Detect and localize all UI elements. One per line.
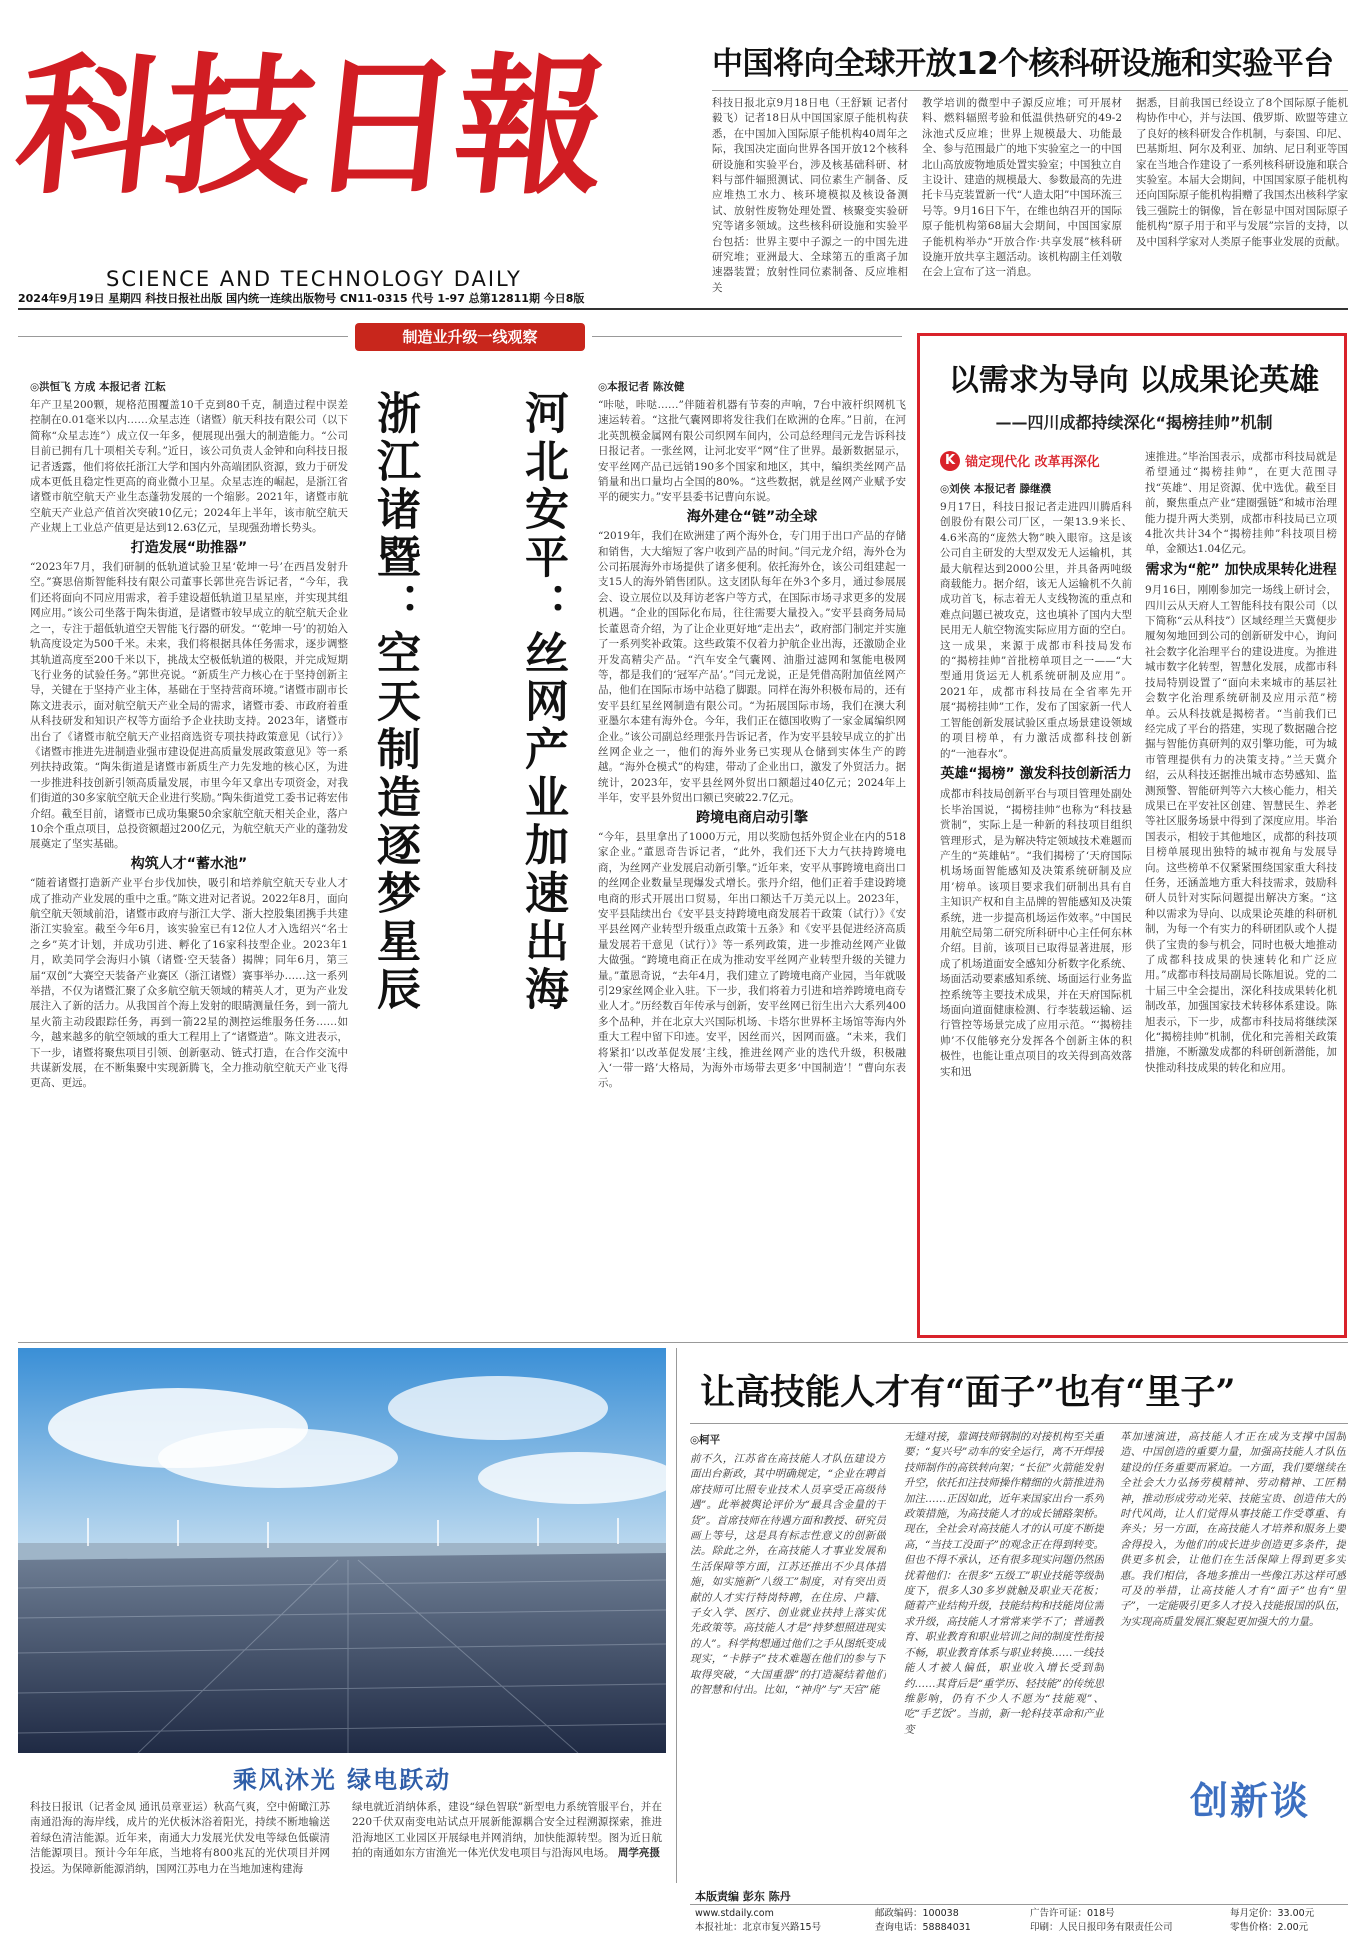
- footer-postcode: 邮政编码：100038: [875, 1908, 959, 1919]
- chengdu-c2p1: 速推进。”毕治国表示，成都市科技局就是希望通过“揭榜挂帅”，在更大范围寻找“英雄”、用足资源、优中选优。截至目前，聚焦重点产业“建圈强链”和城市治理能力提升两大类别，成都市科技局已立项4批次共计34个“揭榜挂帅”科技项目榜单，金额达1.04亿元。: [1145, 451, 1337, 556]
- hebei-byline: ◎本报记者 陈汝健: [598, 381, 685, 393]
- chengdu-c2sub: 需求为“舵” 加快成果转化进程: [1145, 561, 1337, 578]
- hebei-sub2: 跨境电商启动引擎: [696, 809, 808, 826]
- chengdu-col1: [940, 500, 1132, 1325]
- footer-website[interactable]: www.stdaily.com: [695, 1908, 774, 1919]
- editor-line: 本版责编 彭东 陈丹: [695, 1890, 791, 1903]
- issue-info: 2024年9月19日 星期四 科技日报社出版 国内统一连续出版物号 CN11-0315 代号 1-97 总第12811期 今日8版: [18, 292, 585, 305]
- footer-monthly-price: 每月定价：33.00元: [1230, 1908, 1315, 1919]
- footer-phone: 查询电话：58884031: [875, 1922, 971, 1933]
- photo-caption-col2: [352, 1800, 662, 1912]
- photo-caption-col1: 科技日报讯（记者金凤 通讯员章亚运）秋高气爽，空中俯瞰江苏南通沿海的海岸线，成片的光伏板沐浴着阳光，持续不断地输送着绿色清洁能源。近年来，南通大力发展光伏发电等绿色低碳清洁能源项目。预计今年年底，当地将有800兆瓦的光伏项目并网投运。为保障新能源消纳，国网江苏电力在当地加速构建海: [30, 1801, 330, 1875]
- footer: [690, 1907, 1348, 1937]
- zhejiang-p1: 年产卫星200颗，规格范围覆盖10千克到80千克，制造过程中误差控制在0.01毫米以内……众星志连（诸暨）航天科技有限公司（以下简称“众星志连”）成立仅一年多，便展现出强大的制造能力。“公司目前已拥有几十项相关专利。”近日，该公司负责人金钟和向科技日报记者透露，他们将依托浙江大学和国内外高端团队资源，致力于研发成本更低且稳定性更高的商业微小卫星。众星志连的崛起，是浙江省诸暨市航空航天产业生态蓬勃发展的一个缩影。2021年，诸暨市航空航天产业总产值首次突破10亿元；2024年上半年，该市航空航天产业规上工业总产值更是达到12.63亿元，呈现强劲增长势头。: [30, 399, 348, 535]
- hebei-body: [598, 398, 906, 1323]
- zhejiang-headline[interactable]: 浙江诸暨：空天制造逐梦星辰: [369, 390, 420, 1014]
- chengdu-c1p1: 9月17日，科技日报记者走进四川腾盾科创股份有限公司厂区，一架13.9米长、4.6米高的“庞然大物”映入眼帘。这是该公司自主研发的大型双发无人运输机，其最大航程达到2000公里，并具备两吨级商载能力。据介绍，该无人运输机不久前成功首飞，标志着无人支线物流的重点和难点问题已被攻克，这也填补了国内大型民用无人航空物流实际应用方面的空白。这一成果，来源于成都市科技局发布的“揭榜挂帅”首批榜单项目之一——“大型通用货运无人机系统研制及应用”。2021年，成都市科技局在全省率先开展“揭榜挂帅”工作，发布了国家新一代人工智能创新发展试验区重点场景建设领域的项目榜单，有力激活成都科技创新的“一池春水”。: [940, 501, 1132, 760]
- zhejiang-sub1: 打造发展“助推器”: [130, 539, 248, 556]
- footer-address: 本报社址：北京市复兴路15号: [695, 1922, 822, 1933]
- commentary-headline[interactable]: 让高技能人才有“面子”也有“里子”: [700, 1372, 1236, 1413]
- zhejiang-p2: “2023年7月，我们研制的低轨道试验卫星‘乾坤一号’在西昌发射升空。”赛思倍斯智能科技有限公司董事长郭世亮告诉记者，“今年，我们还将面向不同应用需求，着手建设超低轨道卫星星座，并实现其组网应用。”该公司坐落于陶朱街道，是诸暨市较早成立的航空航天企业之一，专注于超低轨道空天智能飞行器的研发。“‘乾坤一号’的初始入轨高度设定为500千米。未来，我们将根据具体任务需求，逐步调整其轨道高度至200千米以下，挑战太空极低轨道的极限，并完成短期飞行业务的试验任务。”郭世亮说。“新质生产力核心在于坚持创新主导，关键在于坚持产业主体，基础在于坚持营商环境。”诸暨市副市长陈文进表示，面对航空航天产业全局的需求，诸暨市委、市政府着重从科技研发和知识产权等方面给予企业扶助支持。2023年，诸暨市出台了《诸暨市航空航天产业招商选资专项扶持政策意见（试行）》《诸暨市推进先进制造业强市建设促进高质量发展政策意见》等一系列扶持政策。“陶朱街道是诸暨市新质生产力先发地的核心区，为进一步推进科技创新引领高质量发展，市里今年又拿出专项资金，对我们街道的30多家航空航天企业进行奖励。”陶朱街道党工委书记蒋宏伟介绍。截至目前，诸暨市已成功集聚50余家航空航天相关企业，落户10余个重点项目，总投资额超过200亿元，为航空航天产业的蓬勃发展奠定了坚实基础。: [30, 561, 348, 851]
- footer-printer: 印刷：人民日报印务有限责任公司: [1030, 1922, 1173, 1933]
- hebei-headline[interactable]: 河北安平：丝网产业加速出海: [517, 390, 568, 1014]
- chengdu-headline[interactable]: 以需求为导向 以成果论英雄: [948, 363, 1320, 398]
- zhejiang-p3: “随着诸暨打造新产业平台步伐加快，吸引和培养航空航天专业人才成了推动产业发展的重中之重。”陈文进对记者说。2022年8月，面向航空航天领域前沿，诸暨市政府与浙江大学、浙大控股集团携手共建浙江实验室。截至今年6月，该实验室已有12位人才入选绍兴“名士之乡”英才计划，并成功引进、孵化了16家科技型企业。2023年1月，欧美同学会海归小镇（诸暨·空天装备）揭牌；同年6月，第三届“双创”大赛空天装备产业赛区（浙江诸暨）赛事举办……这一系列举措，不仅为诸暨汇聚了众多航空航天领域的精英人才，更为产业发展注入了新的活力。从我国首个海上发射的眼睛测量任务，到一箭九星火箭主动段跟踪任务，再到一箭22星的测控运维服务任务……如今，越来越多的航空领域的重大工程用上了“诸暨造”。陈文进表示，下一步，诸暨将聚焦项目引领、创新驱动、链式打造，在合作交流中共谋新发展，在不断集聚中实现新腾飞，全力推动航空航天产业飞得更高、更远。: [30, 877, 348, 1090]
- chengdu-subheadline: ——四川成都持续深化“揭榜挂帅”机制: [995, 413, 1273, 432]
- hebei-p2: “2019年，我们在欧洲建了两个海外仓，专门用于出口产品的存储和销售，大大缩短了客户收到产品的时间。”闫元龙介绍，海外仓为公司拓展海外市场提供了诸多便利。依托海外仓，该公司组建起一支15人的海外销售团队。这支团队每年在外3个多月，通过参展展会、设立展位以及拜访老客户等方式，在国际市场寻求更多的发展机遇。“企业的国际化布局，往往需要大量投入。”安平县商务局局长董恩奇介绍，为了让企业更好地“走出去”，政府部门制定并实施了一系列奖补政策。这些政策不仅着力护航企业出海，还激励企业开发高精尖产品。“汽车安全气囊网、油脂过滤网和氢能电极网等，都是我们的‘冠军产品’。”闫元龙说，正是凭借高附加值丝网产品，他们在国际市场中站稳了脚跟。同样在海外积极布局的，还有安平县红星丝网制造有限公司。“为拓展国际市场，我们在澳大利亚墨尔本建有海外仓。今年，我们正在德国收购了一家金属编织网企业。”该公司副总经理张丹告诉记者，作为安平县较早成立的扩出丝网企业之一，他们的海外业务已实现从仓储到实体生产的跨越。“海外仓模式”的构建，带动了企业出口，激发了外贸活力。据统计，2023年，安平县丝网外贸出口额超过40亿元；2024年上半年，安平县外贸出口额已突破22.7亿元。: [598, 530, 906, 805]
- chengdu-byline: ◎刘侠 本报记者 滕继濮: [940, 483, 1051, 495]
- hebei-p3: “今年，县里拿出了1000万元，用以奖励包括外贸企业在内的518家企业。”董恩奇告诉记者，“此外，我们还下大力气扶持跨境电商，为丝网产业发展启动新引擎。”近年来，安平从事跨境电商出口的丝网企业数量呈现爆发式增长。张丹介绍，他们正着手建设跨境电商的形式开展出口贸易，年出口额达千万美元以上。2023年，安平县陆续出台《安平县支持跨境电商发展若干政策（试行）》《安平县丝网产业转型升级重点政策十五条》和《安平县促进经济高质量发展若干意见（试行）》等一系列政策，进一步推动丝网产业做大做强。“跨境电商正在成为推动安平丝网产业转型升级的关键力量。”董恩奇说，“去年4月，我们建立了跨境电商产业园，当年就吸引29家丝网企业入驻。下一步，我们将着力引进和培养跨境电商专业人才。”历经数百年传承与创新，安平丝网已衍生出六大系列400多个品种，并在北京大兴国际机场、卡塔尔世界杯主场馆等海内外重大工程中留下印迹。安平，因丝而兴，因网而盛。“未来，我们将紧扣‘以改革促发展’主线，推进丝网产业的迭代升级，积极融入‘一带一路’大格局，为海外市场带去更多‘中国制造’！”曹向东表示。: [598, 830, 906, 1090]
- commentary-col2: 无缝对接，靠调技师钢制的对接机构至关重要；“复兴号”动车的安全运行，离不开焊接技师制作的高铁转向架；“长征”火箭能发射升空，依托扣注技师操作精细的火箭推进剂加注……正因如此，近年来国家出台一系列政策措施，为高技能人才的成长铺路架桥。现在，全社会对高技能人才的认可度不断提高，“当技工没面子”的观念正在得到转变。但也不得不承认，还有很多现实问题仍然困扰着他们：在很多“五级工”职业技能等级制度下，很多人30多岁就触及职业天花板；随着产业结构升级，技能结构和技能岗位需求升级，高技能人才常常来学不了；普通教育、职业教育和职业培训之间的制度性衔接不畅，职业教育体系与职业转换……一线技能人才被人偏低，职业收入增长受到制约……其背后是“重学历、轻技能”的传统思维影响，仍有不少人不愿为“技能观”、吃“手艺饭”。当前，新一轮科技革命和产业变: [904, 1431, 1104, 1736]
- solar-farm-photo[interactable]: [18, 1348, 666, 1753]
- chengdu-tag: [940, 450, 1140, 474]
- section-label: [355, 323, 585, 351]
- k-badge-icon: K: [940, 451, 960, 471]
- solar-farm-image: [18, 1348, 666, 1753]
- chengdu-col2: [1145, 450, 1337, 1325]
- masthead-english: SCIENCE AND TECHNOLOGY DAILY: [106, 267, 522, 291]
- commentary-col3: 革加速演进，高技能人才正在成为支撑中国制造、中国创造的重要力量，加强高技能人才队伍建设的任务重要而紧迫。一方面，我们要继续在全社会大力弘扬劳模精神、劳动精神、工匠精神，推动形成劳动光荣、技能宝贵、创造伟大的时代风尚，让人们觉得从事技能工作受尊重、有奔头；另一方面，在高技能人才培养和服务上要舍得投入，为他们的成长进步创造更多条件，提供更多机会，让他们在生活保障上得到更多实惠。我们相信，各地多推出一些像江苏这样可感可及的举措，让高技能人才有“面子”也有“里子”，一定能吸引更多人才投入技能报国的队伍，为实现高质量发展汇聚起更加强大的力量。: [1120, 1431, 1346, 1628]
- zhejiang-byline: ◎洪恒飞 方成 本报记者 江耘: [30, 381, 166, 393]
- photo-title: 乘风沐光 绿电跃动: [232, 1766, 452, 1794]
- hebei-p1: “咔哒，咔哒……”伴随着机器有节奏的声响，7台中液杆织网机飞速运转着。“这批气囊网即将发往我们在欧洲的仓库。”日前，在河北英凯模金属网有限公司织网车间内，公司总经理闫元龙告诉科技日报记者。一张丝网，让河北安平“网”住了世界。最新数据显示，安平丝网产品已远销190多个国家和地区，其中，编织类丝网产品销量和出口量均占全国的80%。“这些数据，就是丝网产业赋予安平的硬实力。”安平县委书记曹向东说。: [598, 399, 906, 504]
- zhejiang-sub2: 构筑人才“蓄水池”: [130, 855, 248, 872]
- photo-caption-col2-text: 绿电就近消纳体系，建设“绿色智联”新型电力系统管服平台，并在220千伏双南变电站试点开展新能源耦合安全过程溯源探索，推进沿海地区工业园区开展绿电并网消纳，加快能源转型。图为近日航拍的南通如东方宙渔光一体光伏发电项目与沿海风电场。: [352, 1801, 662, 1860]
- masthead-title: 科技日報: [8, 39, 612, 215]
- zhejiang-body: [30, 398, 348, 1323]
- masthead: [8, 12, 612, 302]
- chengdu-c1p2: 成都市科技局创新平台与项目管理处副处长毕治国说，“揭榜挂帅”也称为“科技悬赏制”，实际上是一种新的科技项目组织管理形式，是为解决特定领域技术难题而产生的“英雄帖”。“我们揭榜了‘天府国际机场场面智能感知及决策系统研制及应用’榜单。该项目要求我们研制出具有自主知识产权和自主品牌的智能感知及决策系统，进一步提高机场运作效率。”中国民用航空局第二研究所科研中心主任何东林介绍。目前，该项目已取得显著进展，形成了机场道面安全感知分析数字化系统、场面活动要素感知系统、场面运行业务监控系统等主要技术成果，并在天府国际机场面向道面健康检测、行李装载运输、运行管控等场景完成了应用示范。“‘揭榜挂帅’不仅能够充分发挥各个创新主体的积极性，也能让重点项目的攻关得到高效落实和迅: [940, 788, 1132, 1078]
- commentary-logo: 创新谈: [1189, 1779, 1310, 1823]
- chengdu-c2p2: 9月16日，刚刚参加完一场线上研讨会，四川云从天府人工智能科技有限公司（以下简称“云从科技”）区域经理兰天冀便步履匆匆地回到公司的创新研发中心，询问社会数字化治理平台的建设进度。为推进城市数字化转型，智慧化发展，成都市科技局特别设置了“面向未来城市的基层社会数字化治理系统研制及应用示范”榜单。云从科技就是揭榜者。“当前我们已经完成了平台的搭建，实现了数据融合挖掘与智能仿真研判的双引擎功能，可为城市管理提供有力的决策支持。”兰天冀介绍，云从科技还据推出城市态势感知、监测预警、智能研判等六大核心能力，相关成果已在平安社区创建、智慧民生、养老等社区服务场景中得到了深度应用。毕治国表示，相较于其他地区，成都的科技项目榜单展现出独特的城市视角与发展导向。这些榜单不仅紧紧围绕国家重大科技任务，还涵盖地方重大科技需求，鼓励科研人员针对实际问题提出解决方案。“这种以需求为导向、以成果论英雄的科研机制，为每一个有实力的科研团队或个人提供了宝贵的参与机会，同时也极大地推动了成都科技成果的快速转化和广泛应用。”成都市科技局副局长陈旭说。党的二十届三中全会提出，深化科技成果转化机制改革，加强国家技术转移体系建设。陈旭表示，下一步，成都市科技局将继续深化“揭榜挂帅”机制，优化和完善相关政策措施，不断激发成都的科研创新潜能，加快推动科技成果的转化和应用。: [1145, 584, 1337, 1074]
- top-story-col3: 据悉，目前我国已经设立了8个国际原子能机构协作中心，并与法国、俄罗斯、欧盟等建立了良好的核科研发合作机制，与泰国、印尼、巴基斯坦、阿尔及利亚、加纳、尼日利亚等国家在当地合作建设了一系列核科研设施和联合实验室。本届大会期间，中国国家原子能机构还向国际原子能机构捐赠了我国杰出核科学家钱三强院士的铜像，旨在彰显中国对国际原子能机构“原子用于和平与发展”宗旨的支持，以及中国科学家对人类原子能事业发展的贡献。: [1136, 97, 1348, 248]
- commentary-byline: ◎柯平: [690, 1434, 721, 1446]
- footer-license: 广告许可证：018号: [1030, 1908, 1115, 1919]
- chengdu-c1sub: 英雄“揭榜” 激发科技创新活力: [940, 765, 1132, 782]
- photo-credit: 周学亮摄: [617, 1847, 660, 1860]
- hebei-sub1: 海外建仓“链”动全球: [686, 508, 818, 525]
- top-story-col1: 科技日报北京9月18日电（王舒颖 记者付毅飞）记者18日从中国国家原子能机构获悉，在中国加入国际原子能机构40周年之际，我国决定面向世界各国开放12个核科研设施和实验平台，涉及核基础科研、材料与部件辐照测试、同位素生产制备、反应堆热工水力、核环境模拟及核设备测试、放射性废物处理处置、核聚变实验研究等诸多领域。这些核科研设施和实验平台包括：世界主要中子源之一的中国先进研究堆；亚洲最大、全球第五的重离子加速器装置；放射性同位素制备、反应堆相关: [712, 97, 908, 294]
- chengdu-tag-text: 锚定现代化 改革再深化: [965, 455, 1100, 470]
- top-headline[interactable]: 中国将向全球开放12个核科研设施和实验平台: [712, 46, 1334, 82]
- section-label-text: 制造业升级一线观察: [402, 328, 538, 346]
- top-story-col2: 教学培训的微型中子源反应堆；可开展材料、燃料辐照考验和低温供热研究的49-2泳池式反应堆；世界上规模最大、功能最全、参与范围最广的地下实验室之一的中国北山高放废物地质处置实验室；中国独立自主设计、建造的规模最大、参数最高的先进托卡马克装置新一代“人造太阳”中国环流三号等。9月16日下午，在维也纳召开的国际原子能机构第68届大会期间，中国国家原子能机构举办“开放合作·共享发展”核科研设施开放共享主题活动。该机构副主任刘敬在会上宣布了这一消息。: [922, 97, 1122, 279]
- footer-single-price: 零售价格：2.00元: [1230, 1922, 1309, 1933]
- commentary-col1: 前不久，江苏省在高技能人才队伍建设方面出台新政，其中明确规定，“企业在聘首席技师可比照专业技术人员享受正高级待遇”。此举被舆论评价为“最具含金量的干货”。首席技师在待遇方面和教授、研究员画上等号，这是具有标志性意义的创新做法。除此之外，在高技能人才事业发展和生活保障等方面，江苏还推出不少具体措施，如实施新“八级工”制度，对有突出贡献的人才实行特岗特聘，在住房、户籍、子女入学、医疗、创业就业扶持上落实优先政策等。高技能人才是“持梦想照进现实的人”。科学构想通过他们之手从图纸变成现实，“卡脖子”技术难题在他们的参与下取得突破，“大国重器”的打造凝结着他们的智慧和付出。比如，“神舟”与“天宫”能: [690, 1453, 886, 1697]
